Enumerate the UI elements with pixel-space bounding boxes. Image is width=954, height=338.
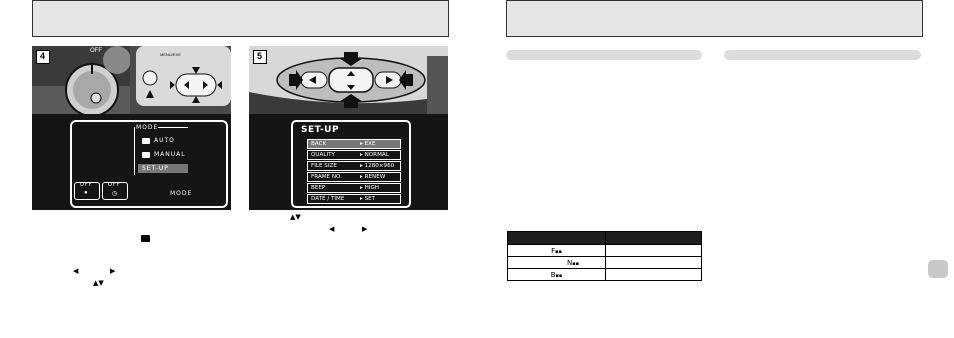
camera-icon-auto [142,138,150,144]
mode-menu-screen [32,114,231,210]
setup-row-beep[interactable]: BEEP ▸ HIGH [307,183,401,193]
table-cell [606,257,702,269]
mode-item-manual[interactable]: MANUAL [154,151,186,158]
step-number-5: 5 [253,50,267,64]
quality-symbol-fine: F▪▪ [508,245,606,257]
table-cell [606,269,702,281]
camera-dial-illustration [32,46,231,114]
left-arrow-icon: ◀ [73,267,79,275]
table-cell [606,245,702,257]
up-down-arrow-icon-2: ▲▼ [290,213,301,221]
quality-symbol-basic: B▪▪ [508,269,606,281]
quality-table [507,231,702,281]
setup-row-quality[interactable]: QUALITY ▸ NORMAL [307,150,401,160]
setup-row-file-size[interactable]: FILE SIZE ▸ 1280×960 [307,161,401,171]
table-header-cell-1 [508,232,606,245]
camera-back-photo [249,46,448,114]
off-button-1-label: OFF [80,182,93,188]
dpad-illustration [249,46,448,114]
camera-icon-manual [142,152,150,158]
header-bar-left [32,0,449,37]
dial-off-label: OFF [90,48,102,54]
right-arrow-icon-2: ▶ [362,225,368,233]
up-down-arrow-icon: ▲▼ [93,279,104,287]
menu-exe-label: MENU/EXE [160,52,181,57]
mode-title: MODE [136,124,159,131]
left-arrow-icon-2: ◀ [329,225,335,233]
section-pill-left [506,50,702,60]
mode-divider-top [158,127,188,128]
flash-icon: ● [84,190,88,196]
chapter-index-tab [928,260,948,278]
camera-icon [141,235,150,242]
step-number-4: 4 [36,50,50,64]
mode-item-auto[interactable]: AUTO [154,137,175,144]
timer-icon: ◷ [112,191,118,197]
table-row [508,245,702,257]
mode-button-label[interactable]: MODE [170,190,193,197]
quality-symbol-normal: N▪▪ [508,257,606,269]
off-button-2-label: OFF [108,182,121,188]
camera-dial-photo [32,46,231,114]
setup-row-frame-no[interactable]: FRAME NO. ▸ RENEW [307,172,401,182]
table-row [508,257,702,269]
right-arrow-icon: ▶ [110,267,116,275]
mode-item-setup[interactable]: SET-UP [142,165,169,172]
table-header-cell-2 [606,232,702,245]
setup-row-date-time[interactable]: DATE / TIME ▸ SET [307,194,401,204]
table-header-row [508,232,702,245]
table-row [508,269,702,281]
setup-panel [291,120,411,208]
setup-title: SET-UP [301,125,340,135]
section-pill-right [724,50,921,60]
setup-menu-screen [249,114,448,210]
setup-row-back[interactable]: BACK ▸ EXE [307,139,401,149]
header-bar-right [506,0,923,37]
mode-divider-left [134,127,135,175]
